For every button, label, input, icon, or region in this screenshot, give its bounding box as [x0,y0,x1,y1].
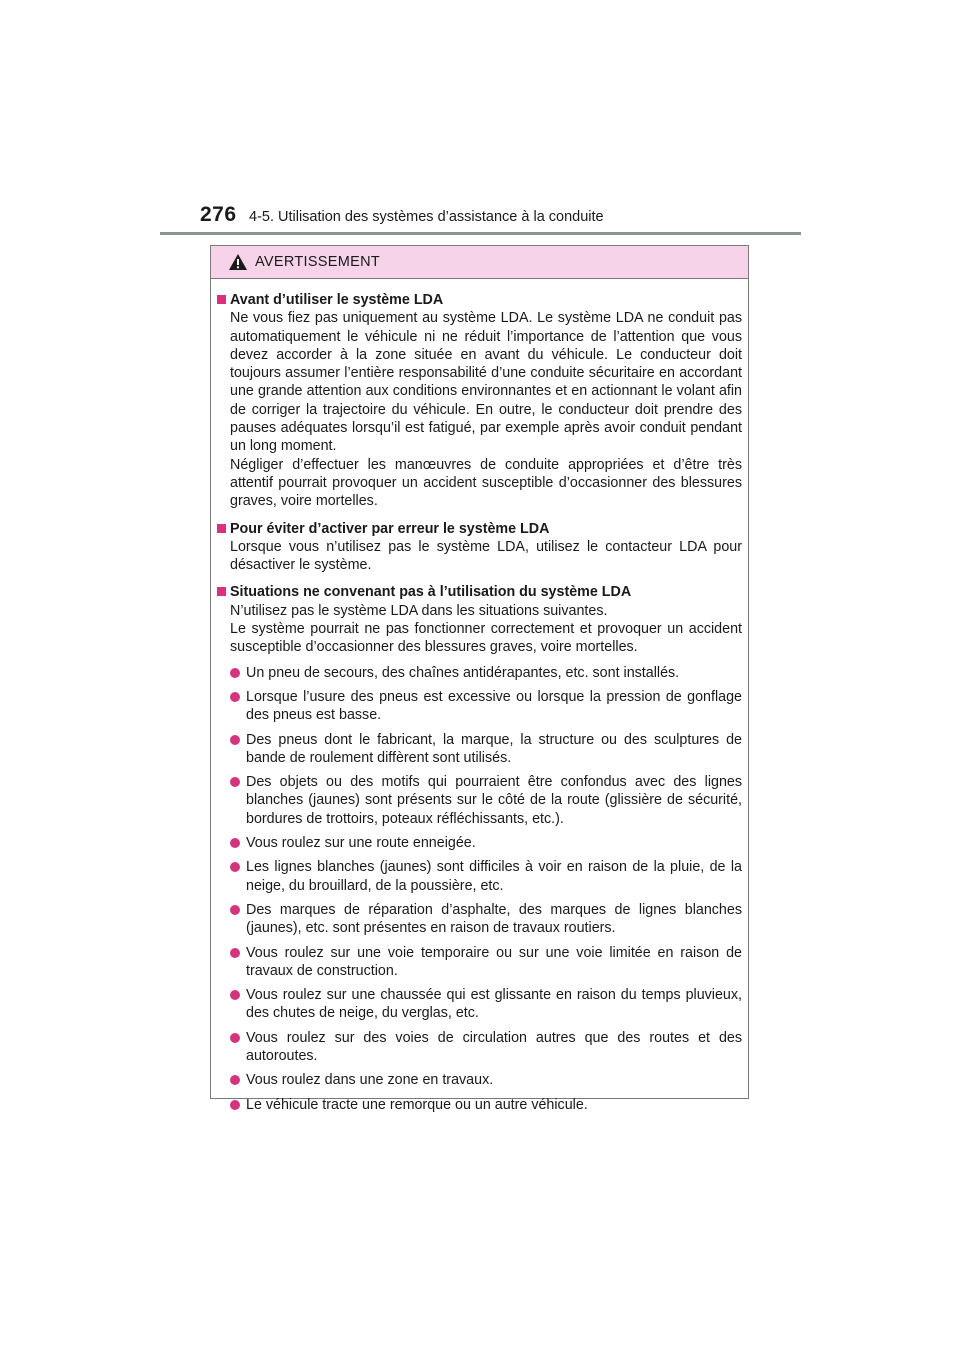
list-item: Des pneus dont le fabricant, la marque, la structure ou des sculptures de bande de roulement diffèrent sont utilisés. [230,731,742,768]
bullet-dot-icon [230,905,240,915]
section-title: Situations ne convenant pas à l’utilisation du système LDA [230,584,632,601]
bullet-dot-icon [230,777,240,787]
section-avoid-activation [217,520,742,575]
list-item: Les lignes blanches (jaunes) sont difficiles à voir en raison de la pluie, de la neige, du brouillard, de la poussière, etc. [230,858,742,895]
warning-title: AVERTISSEMENT [255,254,381,270]
section-unsuitable-situations [217,583,742,1113]
bullet-dot-icon [230,668,240,678]
list-item: Vous roulez sur une voie temporaire ou sur une voie limitée en raison de travaux de construction. [230,944,742,981]
warning-content [211,279,748,1114]
square-bullet-icon [217,295,226,304]
list-item: Vous roulez sur une route enneigée. [230,834,742,852]
bullet-dot-icon [230,948,240,958]
bullet-dot-icon [230,862,240,872]
list-item: Vous roulez sur une chaussée qui est glissante en raison du temps pluvieux, des chutes de neige, du verglas, etc. [230,986,742,1023]
list-item: Vous roulez dans une zone en travaux. [230,1071,742,1089]
warning-box [210,245,749,1113]
bullet-dot-icon [230,1075,240,1085]
bullet-list [217,664,742,1114]
section-title: Pour éviter d’activer par erreur le système LDA [230,520,550,537]
square-bullet-icon [217,524,226,533]
warning-triangle-icon [228,253,248,271]
section-title: 4-5. Utilisation des systèmes d’assistance à la conduite [249,209,604,225]
bullet-dot-icon [230,838,240,848]
page-header [200,203,800,233]
bullet-dot-icon [230,990,240,1000]
section-before-use [217,291,742,511]
list-item: Vous roulez sur des voies de circulation autres que des routes et des autoroutes. [230,1029,742,1066]
list-item: Le véhicule tracte une remorque ou un autre véhicule. [230,1096,742,1114]
warning-header [211,246,748,279]
page-number: 276 [200,203,237,226]
paragraph: Lorsque vous n’utilisez pas le système LDA, utilisez le contacteur LDA pour désactiver le système. [230,538,742,574]
bullet-dot-icon [230,1100,240,1110]
list-item: Des marques de réparation d’asphalte, des marques de lignes blanches (jaunes), etc. sont présentes en raison de travaux routiers. [230,901,742,938]
list-item: Un pneu de secours, des chaînes antidérapantes, etc. sont installés. [230,664,742,682]
section-title: Avant d’utiliser le système LDA [230,292,444,308]
bullet-dot-icon [230,692,240,702]
list-item: Des objets ou des motifs qui pourraient être confondus avec des lignes blanches (jaunes) sont présents sur le côté de la route (glissière de sécurité, bordures de trottoirs, poteaux réfléchissants, etc.). [230,773,742,828]
square-bullet-icon [217,587,226,596]
paragraph: Ne vous fiez pas uniquement au système LDA. Le système LDA ne conduit pas automatiquement le véhicule ni ne réduit l’importance de l’attention que vous devez accorder à la zone située en avant du véhicule. Le conducteur doit toujours assumer l’entière responsabilité d’une conduite sécuritaire en accordant une grande attention aux conditions environnantes et en actionnant le volant afin de corriger la trajectoire du véhicule. En outre, le conducteur doit prendre des pauses adéquates lorsqu’il est fatigué, par exemple après avoir conduit pendant un long moment. [230,310,742,455]
paragraph: Négliger d’effectuer les manœuvres de conduite appropriées et d’être très attentif pourrait provoquer un accident susceptible d’occasionner des blessures graves, voire mortelles. [230,456,742,510]
list-item: Lorsque l’usure des pneus est excessive ou lorsque la pression de gonflage des pneus est basse. [230,688,742,725]
bullet-dot-icon [230,735,240,745]
bullet-dot-icon [230,1033,240,1043]
header-rule [160,232,801,235]
paragraph: N’utilisez pas le système LDA dans les situations suivantes. [230,602,608,619]
paragraph: Le système pourrait ne pas fonctionner correctement et provoquer un accident susceptible d’occasionner des blessures graves, voire mortelles. [230,621,742,656]
